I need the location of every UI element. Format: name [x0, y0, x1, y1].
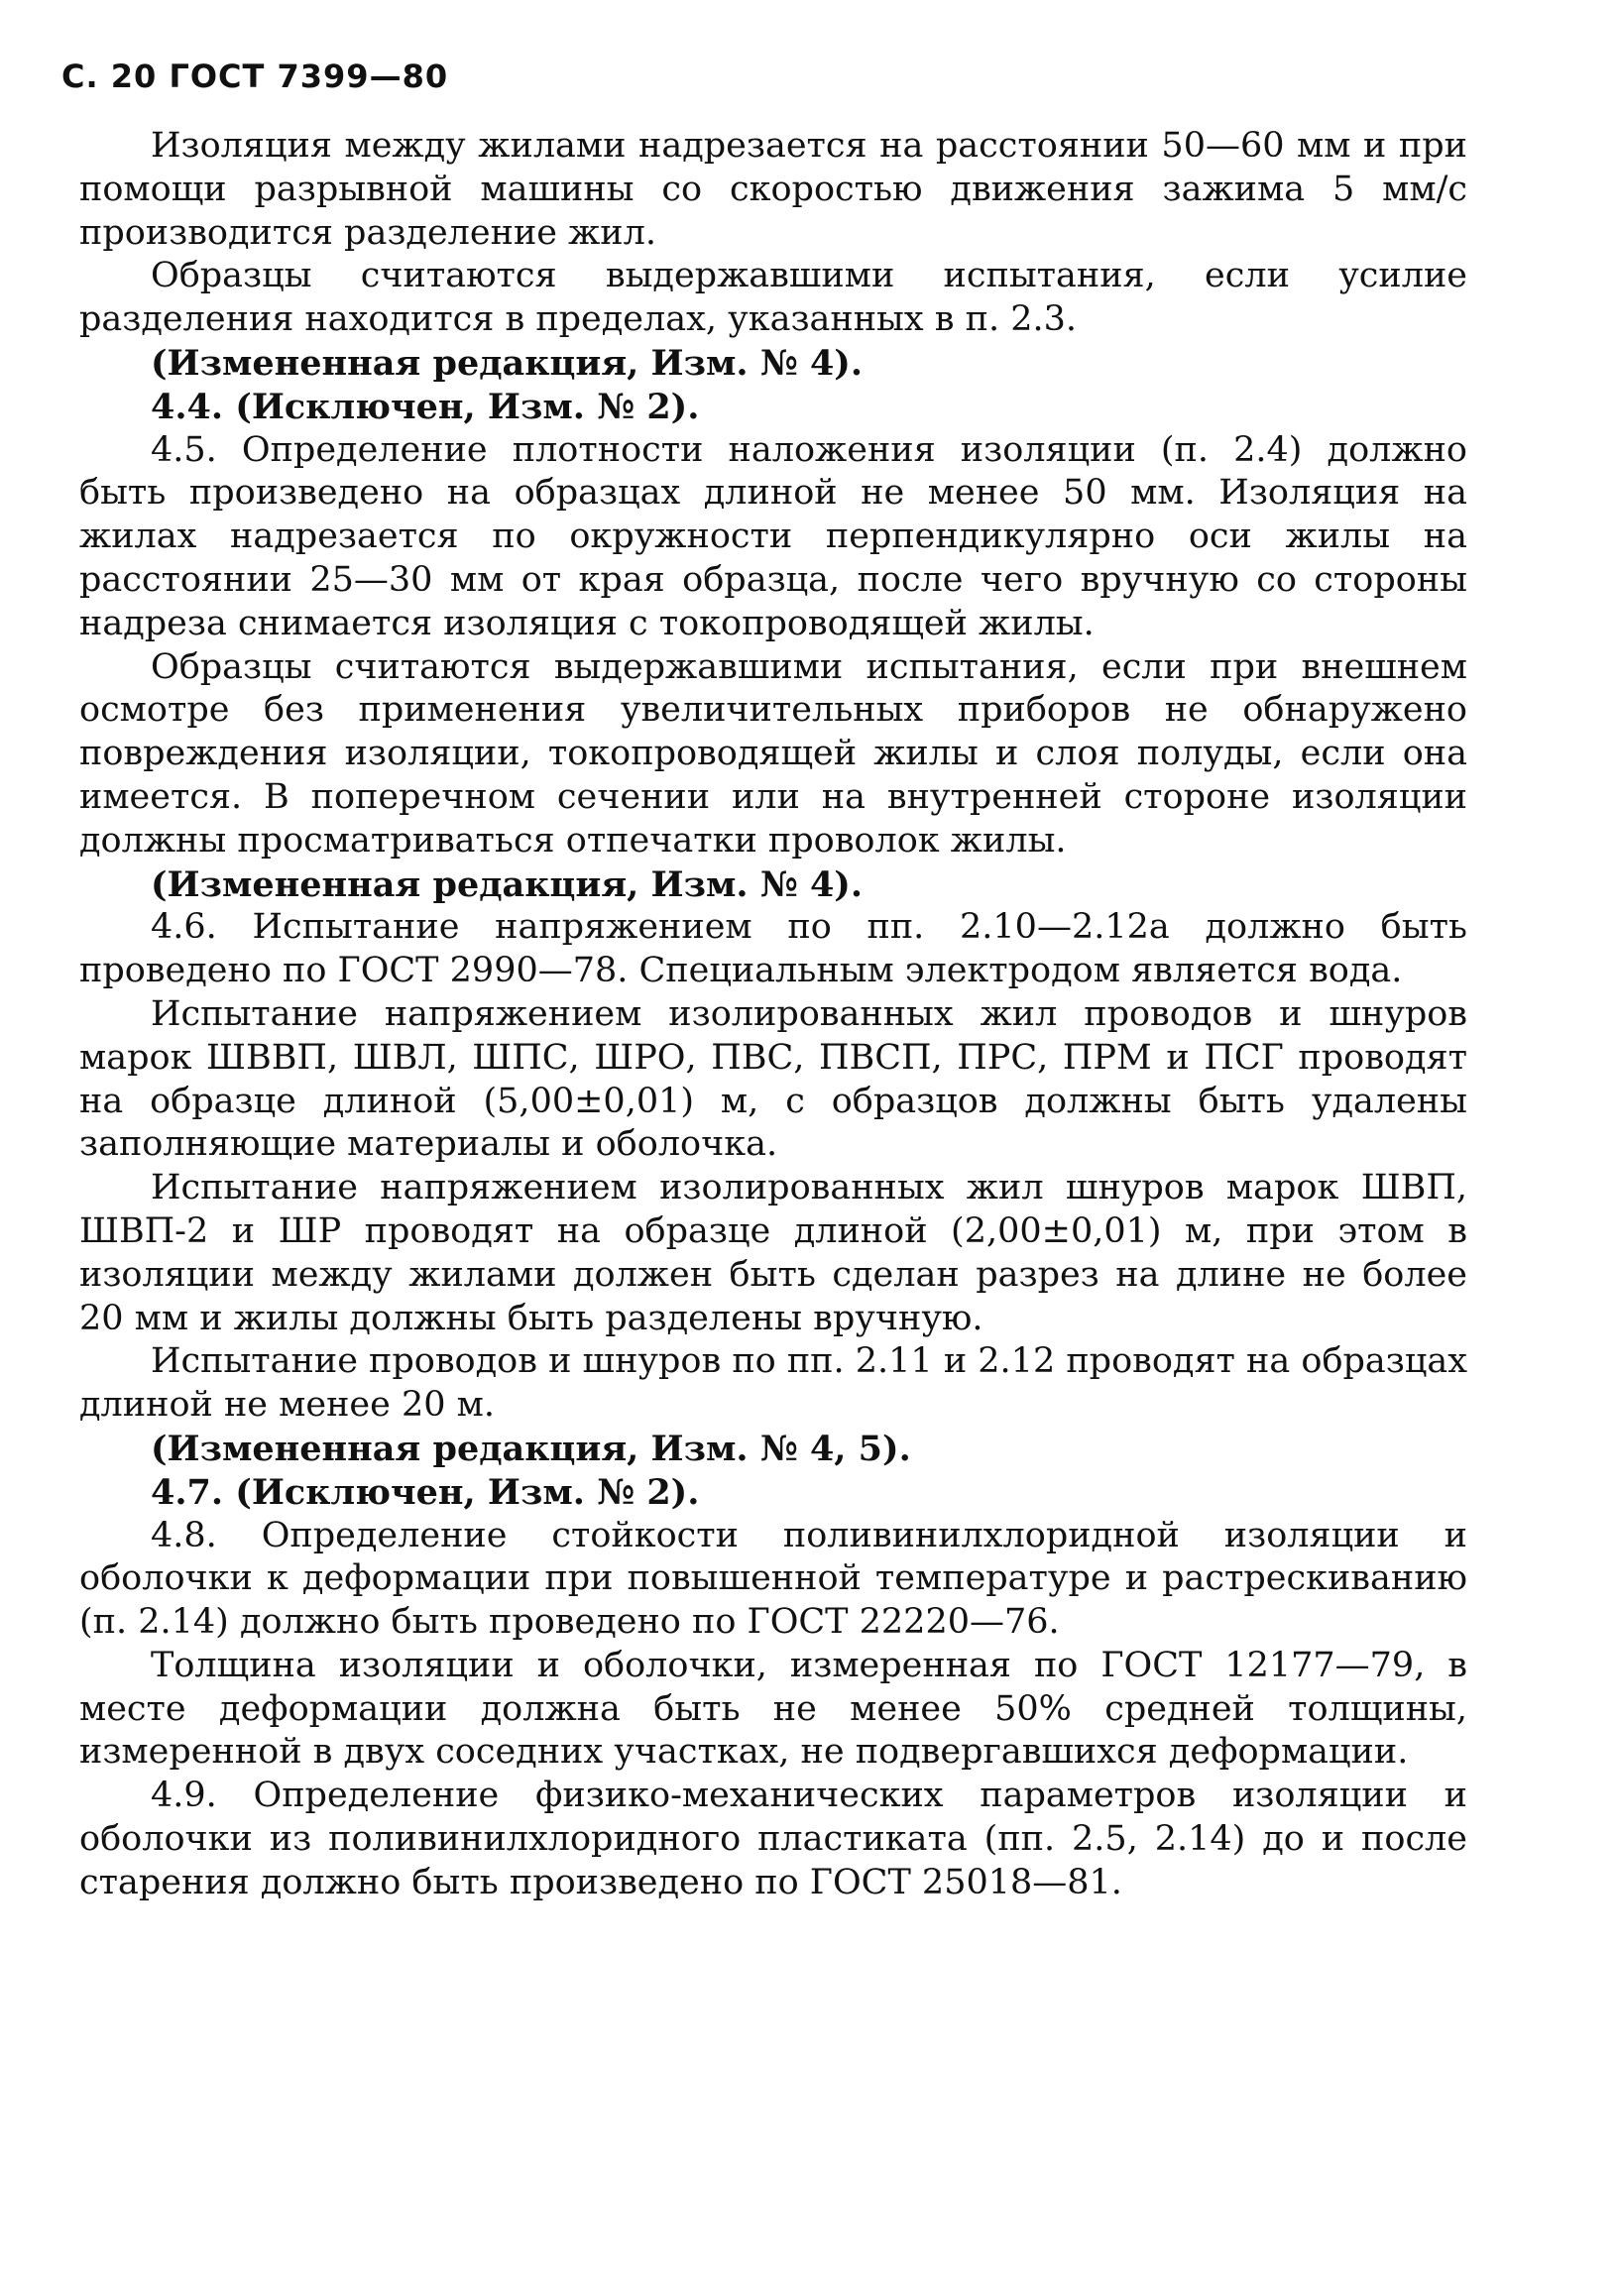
paragraph: Испытание напряжением изолированных жил шнуров марок ШВП, ШВП-2 и ШР проводят на образце длиной (2,00±0,01) м, при этом в изоляции между жилами должен быть сделан разрез на длине не более 20 мм и жилы должны быть разделены вручную. — [79, 1168, 1467, 1338]
paragraph: Образцы считаются выдержавшими испытания, если усилие разделения находится в пределах, указанных в п. 2.3. — [79, 256, 1467, 340]
paragraph: 4.8. Определение стойкости поливинилхлоридной изоляции и оболочки к деформации при повышенной температуре и растрескиванию (п. 2.14) должно быть проведено по ГОСТ 22220—76. — [79, 1515, 1467, 1643]
paragraph: Толщина изоляции и оболочки, измеренная по ГОСТ 12177—79, в месте деформации должна быть не менее 50% средней толщины, измеренной в двух соседних участках, не подвергавшихся деформации. — [79, 1645, 1467, 1773]
section-excluded: 4.4. (Исключен, Изм. № 2). — [151, 386, 700, 427]
section-excluded: 4.7. (Исключен, Изм. № 2). — [151, 1471, 700, 1513]
document-body — [79, 125, 1467, 1905]
paragraph: 4.5. Определение плотности наложения изоляции (п. 2.4) должно быть произведено на образцах длиной не менее 50 мм. Изоляция на жилах надрезается по окружности перпендикулярно оси жилы на расстоянии 25—30 мм от края образца, после чего вручную со стороны надреза снимается изоляция с токопроводящей жилы. — [79, 429, 1467, 643]
page-header: С. 20 ГОСТ 7399—80 — [61, 57, 449, 95]
paragraph: Образцы считаются выдержавшими испытания, если при внешнем осмотре без применения увеличительных приборов не обнаружено повреждения изоляции, токопроводящей жилы и слоя полуды, если она имеется. В поперечном сечении или на внутренней стороне изоляции должны просматриваться отпечатки проволок жилы. — [79, 646, 1467, 861]
paragraph: 4.9. Определение физико-механических параметров изоляции и оболочки из поливинилхлоридного пластиката (пп. 2.5, 2.14) до и после старения должно быть произведено по ГОСТ 25018—81. — [79, 1776, 1467, 1902]
paragraph: Испытание проводов и шнуров по пп. 2.11 и 2.12 проводят на образцах длиной не менее 20 м. — [79, 1341, 1467, 1426]
paragraph: Испытание напряжением изолированных жил проводов и шнуров марок ШВВП, ШВЛ, ШПС, ШРО, ПВС, ПВСП, ПРС, ПРМ и ПСГ проводят на образце длиной (5,00±0,01) м, с образцов должны быть удалены заполняющие материалы и оболочка. — [79, 993, 1467, 1165]
amendment-note: (Измененная редакция, Изм. № 4, 5). — [151, 1428, 911, 1469]
paragraph: Изоляция между жилами надрезается на расстоянии 50—60 мм и при помощи разрывной машины со скоростью движения зажима 5 мм/с производится разделение жил. — [79, 126, 1467, 253]
paragraph: 4.6. Испытание напряжением по пп. 2.10—2.12а должно быть проведено по ГОСТ 2990—78. Специальным электродом является вода. — [79, 907, 1467, 991]
amendment-note: (Измененная редакция, Изм. № 4). — [151, 863, 864, 905]
amendment-note: (Измененная редакция, Изм. № 4). — [151, 342, 864, 384]
